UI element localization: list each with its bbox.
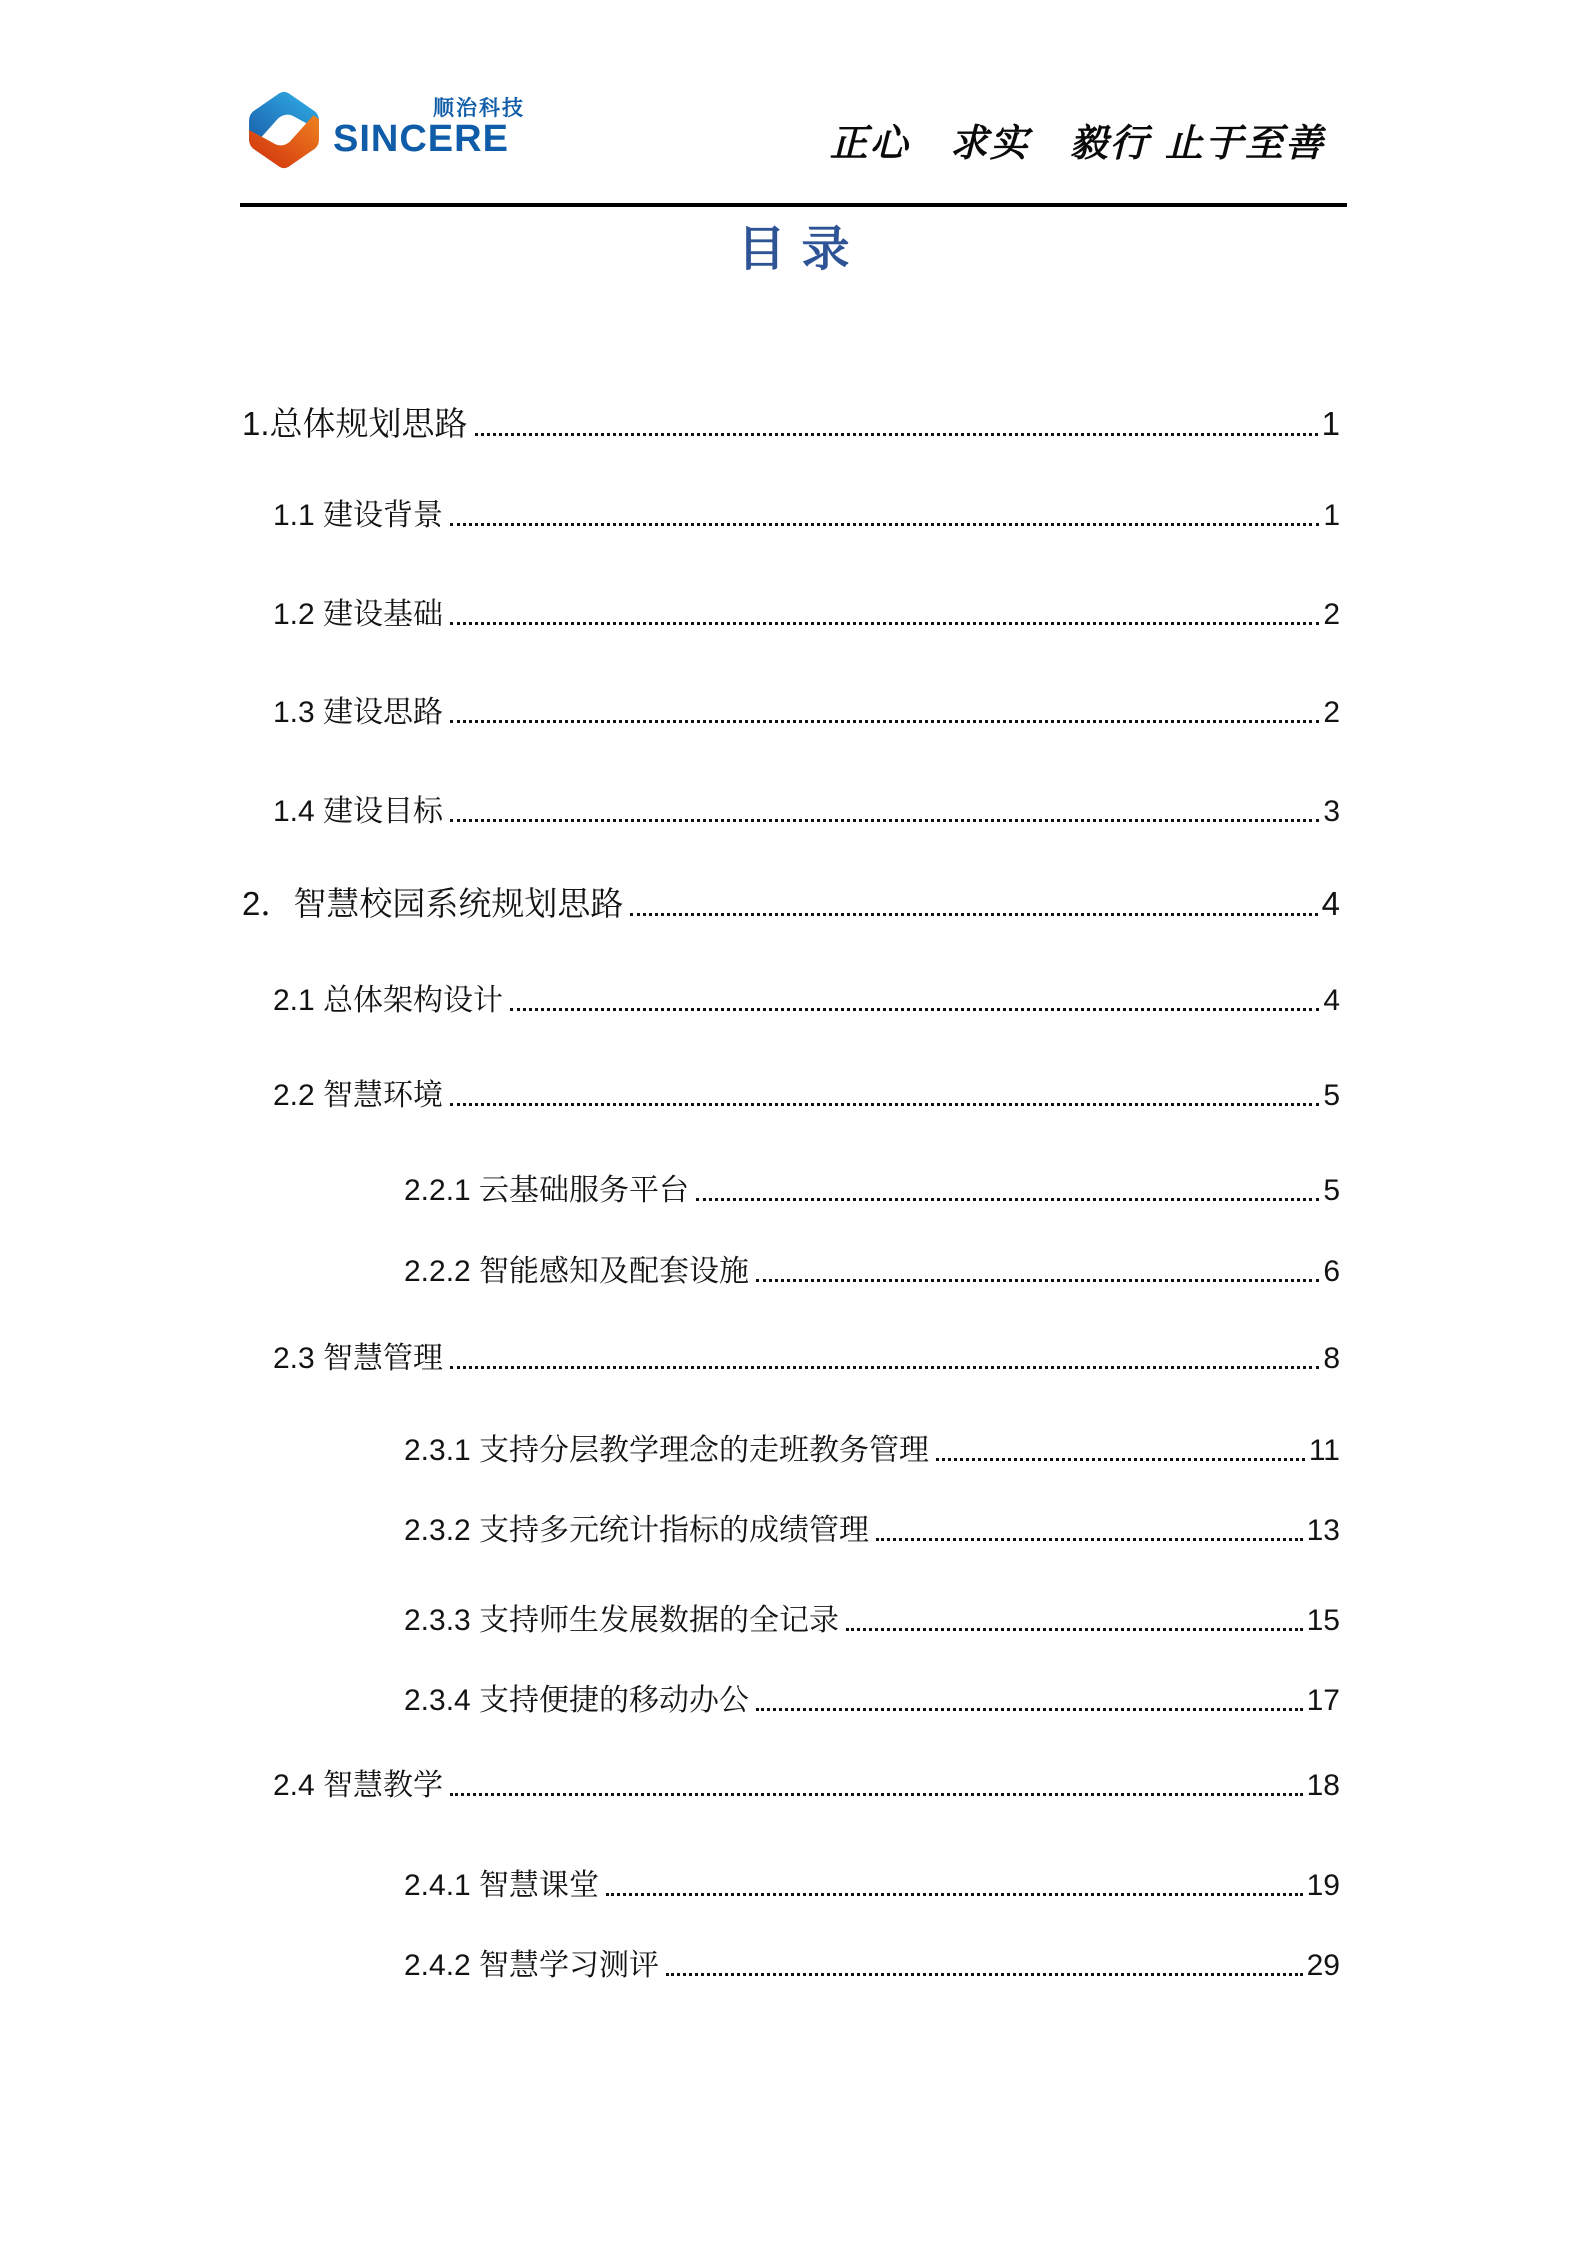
page-title: 目录 [737, 221, 866, 277]
dot-leader [450, 1366, 1319, 1369]
toc-entry-label: 2.4.1 智慧课堂 [404, 1869, 600, 1902]
toc-entry-label: 1.4 建设目标 [273, 795, 444, 828]
toc-entry-label: 2.3.3 支持师生发展数据的全记录 [404, 1604, 840, 1637]
toc-entry-label: 2．智慧校园系统规划思路 [242, 885, 624, 922]
dot-leader [450, 720, 1319, 723]
toc-entry[interactable] [404, 1867, 1340, 1905]
toc-page-number: 4 [1321, 885, 1340, 922]
dot-leader [696, 1198, 1319, 1201]
dot-leader [450, 1793, 1303, 1796]
toc-entry-label: 2.3.4 支持便捷的移动办公 [404, 1684, 750, 1717]
toc-entry[interactable] [273, 982, 1340, 1020]
brand-name-chinese: 顺治科技 [433, 97, 525, 120]
toc-page-number: 5 [1323, 1174, 1340, 1207]
toc-page-number: 8 [1323, 1342, 1340, 1375]
toc-page-number: 29 [1306, 1949, 1340, 1982]
dot-leader [510, 1008, 1319, 1011]
toc-entry[interactable] [273, 694, 1340, 732]
dot-leader [876, 1538, 1303, 1541]
toc-entry[interactable] [273, 793, 1340, 831]
toc-entry[interactable] [404, 1432, 1340, 1470]
toc-page-number: 5 [1323, 1079, 1340, 1112]
toc-entry-label: 1.2 建设基础 [273, 598, 444, 631]
dot-leader [450, 1103, 1319, 1106]
toc-entry[interactable] [273, 596, 1340, 634]
toc-entry[interactable] [404, 1512, 1340, 1550]
toc-page-number: 2 [1323, 696, 1340, 729]
dot-leader [936, 1458, 1305, 1461]
toc-entry[interactable] [404, 1602, 1340, 1640]
toc-page-number: 2 [1323, 598, 1340, 631]
toc-page-number: 13 [1306, 1514, 1340, 1547]
toc-entry-label: 2.3 智慧管理 [273, 1342, 444, 1375]
dot-leader [846, 1628, 1303, 1631]
dot-leader [630, 913, 1317, 916]
toc-entry[interactable] [273, 1767, 1340, 1805]
toc-page-number: 6 [1323, 1255, 1340, 1288]
toc-entry-label: 2.3.1 支持分层教学理念的走班教务管理 [404, 1434, 930, 1467]
dot-leader [666, 1973, 1303, 1976]
toc-page-number: 17 [1306, 1684, 1340, 1717]
toc-entry-label: 2.4.2 智慧学习测评 [404, 1949, 660, 1982]
table-of-contents [240, 0, 1340, 2245]
company-motto: 正心 求实 毅行 止于至善 [829, 120, 1325, 165]
toc-page-number: 18 [1306, 1769, 1340, 1802]
toc-entry[interactable] [242, 883, 1340, 925]
toc-entry[interactable] [273, 497, 1340, 535]
toc-page-number: 3 [1323, 795, 1340, 828]
toc-entry-label: 2.2 智慧环境 [273, 1079, 444, 1112]
toc-entry-label: 2.2.2 智能感知及配套设施 [404, 1255, 750, 1288]
toc-page-number: 1 [1323, 499, 1340, 532]
toc-entry[interactable] [404, 1253, 1340, 1291]
toc-entry-label: 1.1 建设背景 [273, 499, 444, 532]
toc-page-number: 1 [1321, 405, 1340, 442]
toc-entry[interactable] [273, 1077, 1340, 1115]
dot-leader [450, 622, 1319, 625]
toc-entry-label: 2.3.2 支持多元统计指标的成绩管理 [404, 1514, 870, 1547]
toc-entry[interactable] [242, 403, 1340, 445]
dot-leader [450, 819, 1319, 822]
toc-page-number: 19 [1306, 1869, 1340, 1902]
dot-leader [606, 1893, 1303, 1896]
toc-entry-label: 2.2.1 云基础服务平台 [404, 1174, 690, 1207]
toc-entry[interactable] [273, 1340, 1340, 1378]
toc-page-number: 11 [1308, 1434, 1340, 1467]
dot-leader [450, 523, 1319, 526]
toc-entry[interactable] [404, 1682, 1340, 1720]
dot-leader [756, 1279, 1319, 1282]
toc-page-number: 4 [1323, 984, 1340, 1017]
toc-entry[interactable] [404, 1947, 1340, 1985]
dot-leader [756, 1708, 1303, 1711]
toc-page-number: 15 [1306, 1604, 1340, 1637]
brand-name-english: SINCERE [333, 118, 509, 160]
toc-entry[interactable] [404, 1172, 1340, 1210]
toc-entry-label: 1.总体规划思路 [242, 405, 468, 442]
dot-leader [475, 433, 1318, 436]
toc-entry-label: 2.1 总体架构设计 [273, 984, 504, 1017]
toc-entry-label: 2.4 智慧教学 [273, 1769, 444, 1802]
toc-entry-label: 1.3 建设思路 [273, 696, 444, 729]
